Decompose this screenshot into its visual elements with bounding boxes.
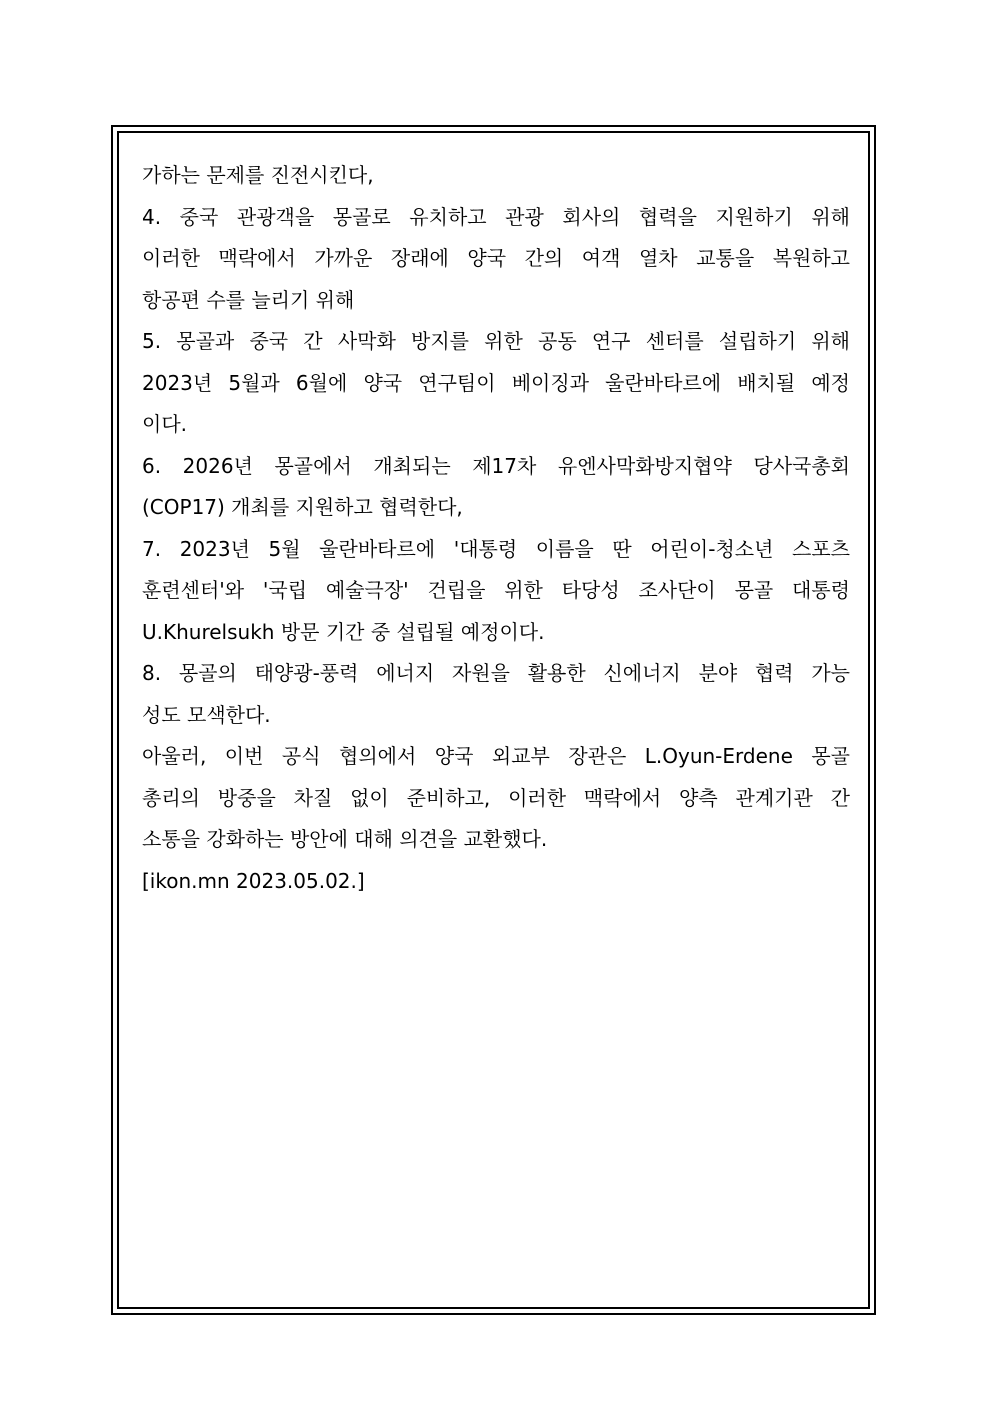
text-line-14: 성도 모색한다. (142, 702, 271, 727)
text-line-15: 아울러, 이번 공식 협의에서 양국 외교부 장관은 L.Oyun-Erdene 몽골 (142, 744, 850, 768)
text-line-4: 항공편 수를 늘리기 위해 (142, 287, 355, 312)
text-line-9: (COP17) 개최를 지원하고 협력한다, (142, 495, 463, 519)
text-line-7: 이다. (142, 412, 187, 436)
text-line-5: 5. 몽골과 중국 간 사막화 방지를 위한 공동 연구 센터를 설립하기 위해 (142, 329, 850, 353)
text-line-6: 2023년 5월과 6월에 양국 연구팀이 베이징과 울란바타르에 배치될 예정 (142, 370, 850, 395)
text-line-8: 6. 2026년 몽골에서 개최되는 제17차 유엔사막화방지협약 당사국총회 (142, 453, 850, 478)
source-citation: [ikon.mn 2023.05.02.] (142, 868, 365, 893)
text-line-3: 이러한 맥락에서 가까운 장래에 양국 간의 여객 열차 교통을 복원하고 (142, 246, 850, 270)
text-line-16: 총리의 방중을 차질 없이 준비하고, 이러한 맥락에서 양측 관계기관 간 (142, 785, 850, 810)
text-line-1: 가하는 문제를 진전시킨다, (142, 163, 374, 187)
text-line-12: U.Khurelsukh 방문 기간 중 설립될 예정이다. (142, 619, 545, 644)
text-line-10: 7. 2023년 5월 울란바타르에 '대통령 이름을 딴 어린이-청소년 스포츠 (142, 536, 850, 561)
text-line-17: 소통을 강화하는 방안에 대해 의견을 교환했다. (142, 827, 548, 851)
text-line-2: 4. 중국 관광객을 몽골로 유치하고 관광 회사의 협력을 지원하기 위해 (142, 204, 850, 229)
document-body (142, 155, 850, 902)
text-line-13: 8. 몽골의 태양광-풍력 에너지 자원을 활용한 신에너지 분야 협력 가능 (142, 661, 850, 685)
text-line-11: 훈련센터'와 '국립 예술극장' 건립을 위한 타당성 조사단이 몽골 대통령 (142, 578, 850, 602)
